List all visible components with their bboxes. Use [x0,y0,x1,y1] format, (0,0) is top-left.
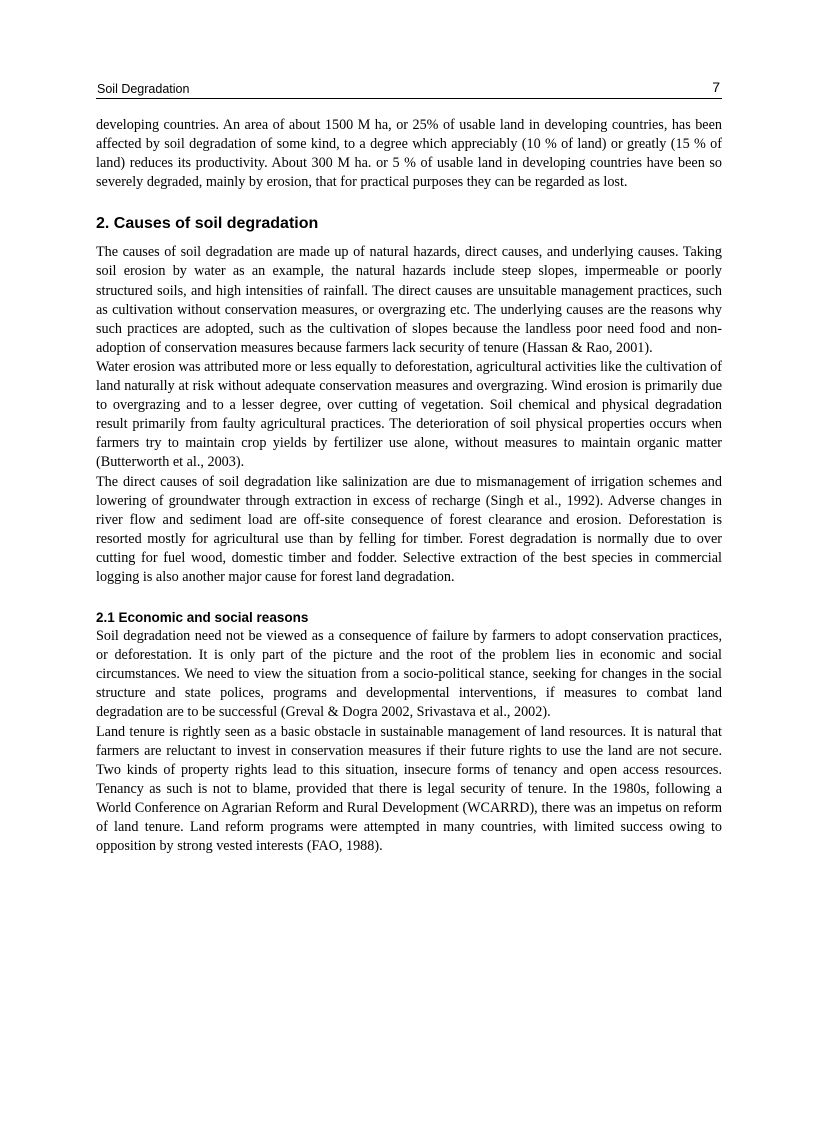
paragraph: The direct causes of soil degradation like salinization are due to mismanagement of irrigation schemes and lowering of groundwater through extraction in excess of recharge (Singh et al., 1992). Adverse changes in river flow and sediment load are off-site consequence of forest clearance and erosion. Deforestation is resorted mostly for agricultural use than by felling for timber. Forest degradation is normally due to over cutting for fuel wood, domestic timber and fodder. Selective extraction of the best species in commercial logging is also another major cause for forest land degradation. [96,473,722,585]
paragraph: Water erosion was attributed more or less equally to deforestation, agricultural activities like the cultivation of land naturally at risk without adequate conservation measures and overgrazing. Wind erosion is primarily due to overgrazing and to a lesser degree, over cutting of vegetation. Soil chemical and physical degradation result primarily from faulty agricultural practices. The deterioration of soil physical properties occurs when farmers try to maintain crop yields by fertilizer use alone, without measures to maintain organic matter (Butterworth et al., 2003). [96,358,722,471]
paragraph: Land tenure is rightly seen as a basic obstacle in sustainable management of land resources. It is natural that farmers are reluctant to invest in conservation measures if their future rights to use the land are not secure. Two kinds of property rights lead to this situation, insecure forms of tenancy and open access resources. Tenancy as such is not to blame, provided that there is legal security of tenure. In the 1980s, following a World Conference on Agrarian Reform and Rural Development (WCARRD), there was an impetus on reform of land tenure. Land reform programs were attempted in many countries, with limited success owing to opposition by strong vested interests (FAO, 1988). [96,723,722,855]
body-text [96,116,722,856]
paragraph: Soil degradation need not be viewed as a consequence of failure by farmers to adopt conservation practices, or deforestation. It is only part of the picture and the root of the problem lies in economic and social circumstances. We need to view the situation from a socio-political stance, seeking for changes in the social structure and state polices, programs and developmental interventions, if measures to combat land degradation are to be successful (Greval & Dogra 2002, Srivastava et al., 2002). [96,628,722,721]
running-header [96,80,722,99]
running-title: Soil Degradation [97,82,190,96]
page-number: 7 [712,79,720,95]
section-heading-causes: 2. Causes of soil degradation [96,215,319,233]
subsection-heading-economic-social: 2.1 Economic and social reasons [96,610,309,626]
intro-paragraph: developing countries. An area of about 1500 M ha, or 25% of usable land in developing countries, has been affected by soil degradation of some kind, to a degree which appreciably (10 % of land) or greatly (15 % of land) reduces its productivity. About 300 M ha. or 5 % of usable land in developing countries have been so severely degraded, mainly by erosion, that for practical purposes they can be regarded as lost. [96,117,722,191]
paragraph: The causes of soil degradation are made up of natural hazards, direct causes, and underlying causes. Taking soil erosion by water as an example, the natural hazards include steep slopes, impermeable or poorly structured soils, and high intensities of rainfall. The direct causes are unsuitable management practices, such as cultivation without conservation measures, or overgrazing etc. The underlying causes are the reasons why such practices are adopted, such as the cultivation of slopes because the landless poor need food and non-adoption of conservation measures because farmers lack security of tenure (Hassan & Rao, 2001). [96,244,722,356]
